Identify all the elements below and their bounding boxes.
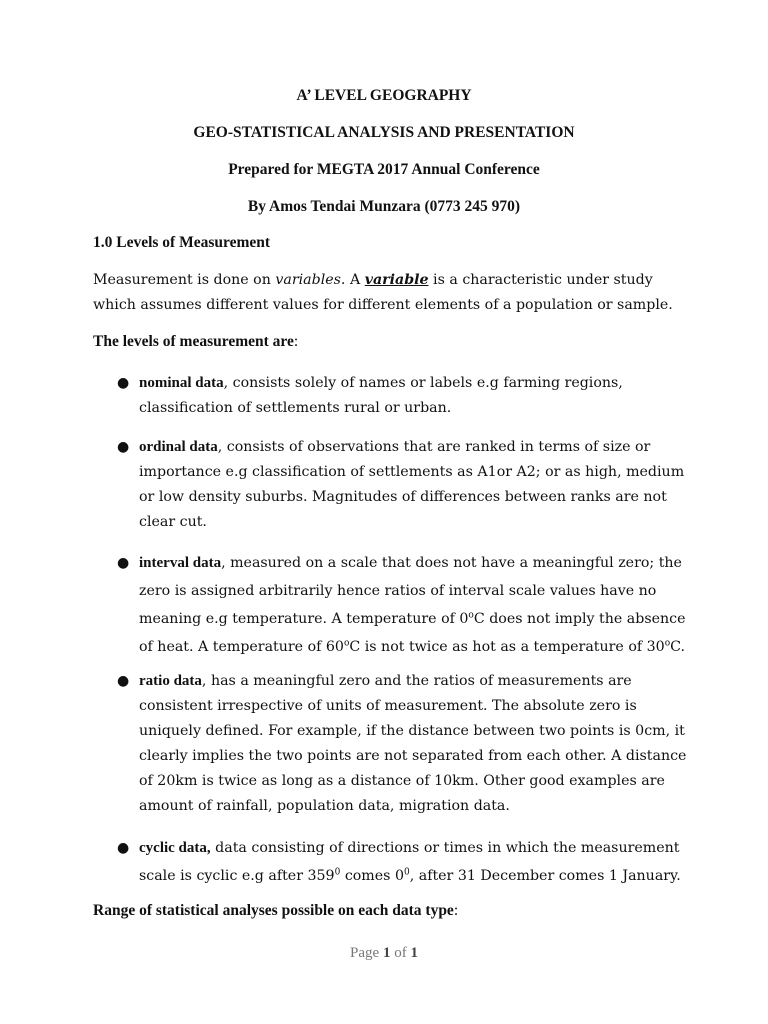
intro-text: is a characteristic under study which assumes different values for different elements of a population or sample.: [93, 272, 673, 313]
term-description: , has a meaningful zero and the ratios of measurements are consistent irrespective of units of measurement. The absolute zero is uniquely defined. For example, if the distance between two points is 0cm, it clearly implies the two points are not separated from each other. A distance of 20km is twice as long as a distance of 10km. Other good examples are amount of rainfall, population data, migration data.: [139, 673, 687, 814]
bullet-icon: ●: [117, 439, 130, 455]
list-item-ordinal: [117, 435, 699, 535]
list-item-cyclic: [117, 834, 699, 890]
range-heading-text: Range of statistical analyses possible on each data type: [93, 902, 454, 919]
intro-paragraph: [93, 268, 693, 318]
degree-sup: o: [343, 638, 350, 649]
range-heading-colon: :: [453, 902, 459, 919]
term-description: C does not imply the absence of heat. A temperature of 60: [139, 611, 686, 655]
term-label: interval data: [139, 555, 222, 571]
term-description: , measured on a scale that does not have a meaningful zero; the zero is assigned arbitrarily hence ratios of interval scale values have no meaning e.g temperature. A temperature of 0: [139, 555, 682, 627]
degree-sup: 0: [403, 867, 410, 878]
term-label: cyclic data,: [139, 840, 211, 856]
page-footer: [0, 945, 768, 962]
term-description: C.: [670, 639, 685, 655]
term-description: comes 0: [340, 868, 404, 884]
bullet-icon: ●: [117, 375, 130, 391]
bullet-icon: ●: [117, 555, 130, 571]
degree-sup: o: [664, 638, 671, 649]
footer-prefix: Page: [350, 945, 383, 961]
intro-emphasis-variable: variable: [364, 272, 429, 288]
doc-prepared-for: Prepared for MEGTA 2017 Annual Conference: [228, 161, 540, 178]
list-item-interval: [117, 549, 699, 661]
doc-title: A’ LEVEL GEOGRAPHY: [296, 87, 472, 104]
levels-heading-colon: :: [293, 333, 299, 350]
levels-heading-text: The levels of measurement are: [93, 333, 294, 350]
degree-sup: o: [468, 610, 474, 621]
bullet-icon: ●: [117, 673, 130, 689]
term-label: ratio data: [139, 673, 202, 689]
term-label: ordinal data: [139, 439, 218, 455]
term-description: data consisting of directions or times in which the measurement scale is cyclic e.g after 359: [139, 840, 680, 884]
total-page-count: 1: [410, 945, 418, 961]
levels-heading: [93, 333, 298, 351]
list-item-ratio: [117, 669, 699, 819]
intro-text: . A: [340, 272, 365, 288]
term-label: nominal data: [139, 375, 224, 391]
term-description: , after 31 December comes 1 January.: [409, 868, 681, 884]
intro-emphasis-variables: variables: [275, 272, 341, 288]
doc-author: By Amos Tendai Munzara (0773 245 970): [247, 198, 521, 215]
footer-of: of: [390, 945, 411, 961]
current-page-number: 1: [382, 945, 391, 961]
range-heading: [93, 902, 458, 920]
doc-subtitle: GEO-STATISTICAL ANALYSIS AND PRESENTATION: [193, 124, 575, 141]
list-item-nominal: [117, 371, 699, 421]
section-heading: 1.0 Levels of Measurement: [93, 234, 271, 251]
bullet-icon: ●: [117, 840, 130, 856]
term-description: , consists of observations that are ranked in terms of size or importance e.g classification of settlements as A1or A2; or as high, medium or low density suburbs. Magnitudes of differences between ranks are not clear cut.: [139, 439, 685, 530]
term-description: , consists solely of names or labels e.g farming regions, classification of settlements rural or urban.: [139, 375, 623, 416]
title-block: [0, 86, 768, 234]
degree-sup: 0: [334, 867, 341, 878]
term-description: C is not twice as hot as a temperature of 30: [349, 639, 665, 655]
intro-text: Measurement is done on: [93, 272, 276, 288]
